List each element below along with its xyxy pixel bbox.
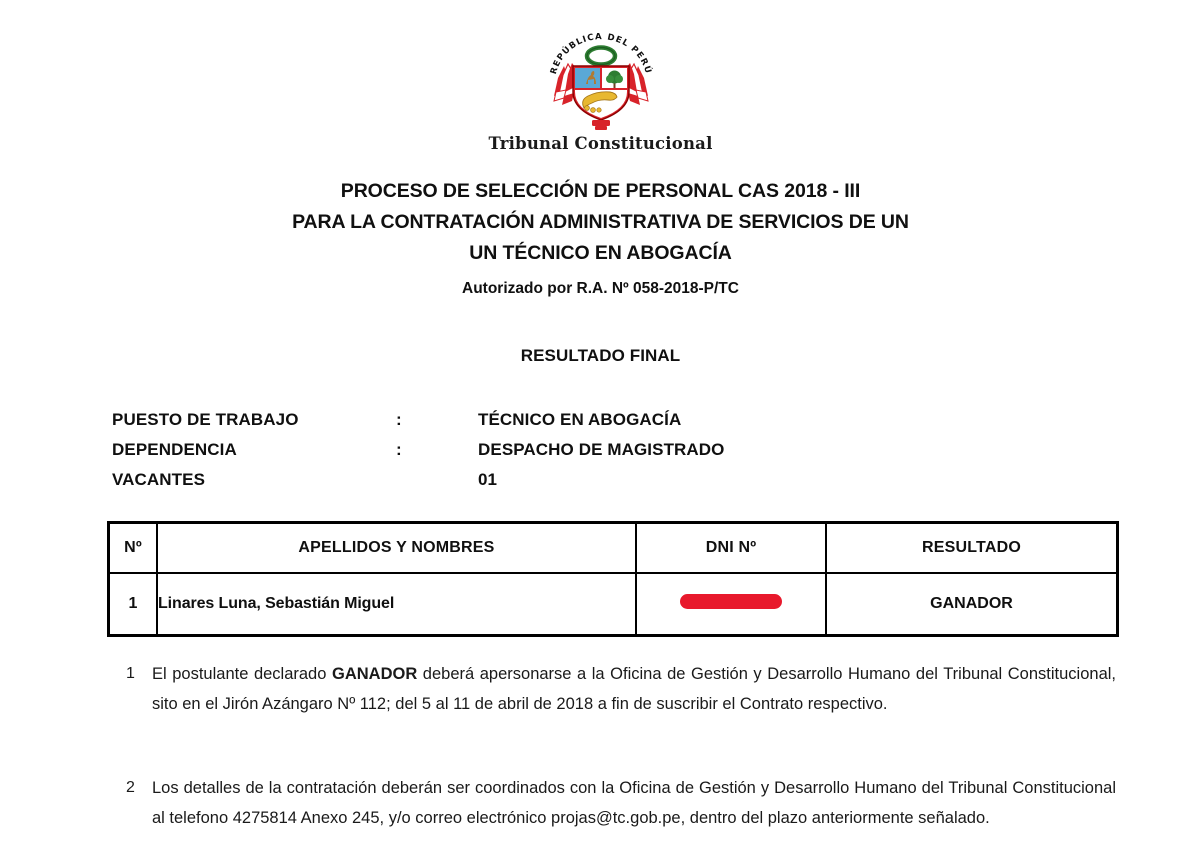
institution-name: Tribunal Constitucional bbox=[488, 134, 713, 153]
job-info-row-dependencia bbox=[112, 440, 1012, 470]
cell-dni bbox=[636, 573, 826, 636]
section-heading: RESULTADO FINAL bbox=[520, 346, 681, 365]
document-title-block bbox=[0, 176, 1201, 304]
dni-redaction-bar bbox=[680, 594, 782, 609]
footnote-text-after: deberá apersonarse a la Oficina de Gestión y Desarrollo Humano del Tribunal Constitucional, sito en el Jirón Azángaro Nº 112; del 5 al 11 de abril de 2018 a fin de suscribir el Contrato respectivo. bbox=[152, 665, 1116, 713]
footnotes-list bbox=[126, 659, 1116, 833]
table-header-row bbox=[109, 523, 1118, 574]
job-info-colon: : bbox=[396, 440, 402, 459]
emblem-block bbox=[0, 22, 1201, 153]
job-info-row-puesto bbox=[112, 410, 1012, 440]
results-table bbox=[107, 521, 1119, 637]
footnote-number: 2 bbox=[126, 779, 135, 796]
column-header-number: Nº bbox=[109, 523, 158, 574]
job-info-value: 01 bbox=[478, 470, 498, 489]
job-info-label: PUESTO DE TRABAJO bbox=[112, 410, 299, 429]
footnote-1 bbox=[126, 659, 1116, 719]
job-info-colon: : bbox=[396, 410, 402, 429]
column-header-dni: DNI Nº bbox=[636, 523, 826, 574]
job-info-label: DEPENDENCIA bbox=[112, 440, 237, 459]
column-header-result: RESULTADO bbox=[826, 523, 1118, 574]
job-info-label: VACANTES bbox=[112, 470, 206, 489]
peru-coat-of-arms-icon bbox=[542, 22, 660, 134]
cell-number: 1 bbox=[109, 573, 158, 636]
page-title-line-2: PARA LA CONTRATACIÓN ADMINISTRATIVA DE SERVICIOS DE UN bbox=[292, 211, 909, 233]
authorization-reference: Autorizado por R.A. Nº 058-2018-P/TC bbox=[462, 280, 739, 297]
cell-candidate-name: Linares Luna, Sebastián Miguel bbox=[157, 573, 636, 636]
footnote-2 bbox=[126, 773, 1116, 833]
page-title-line-3: UN TÉCNICO EN ABOGACÍA bbox=[469, 242, 732, 264]
footnote-number: 1 bbox=[126, 665, 135, 682]
svg-text:REPÚBLICA DEL PERÚ: REPÚBLICA DEL PERÚ bbox=[548, 32, 653, 76]
job-info-list bbox=[112, 410, 1012, 500]
job-info-row-vacantes bbox=[112, 470, 1012, 500]
footnote-text-before: El postulante declarado bbox=[152, 665, 332, 683]
page-title-line-1: PROCESO DE SELECCIÓN DE PERSONAL CAS 2018 - III bbox=[340, 180, 861, 202]
cell-result: GANADOR bbox=[826, 573, 1118, 636]
footnote-emphasis: GANADOR bbox=[331, 665, 418, 683]
footnote-text-before: Los detalles de la contratación deberán ser coordinados con la Oficina de Gestión y Desarrollo Humano del Tribunal Constitucional al telefono 4275814 Anexo 245, y/o correo electrónico projas@tc.gob.pe, dentro del plazo anteriormente señalado. bbox=[152, 779, 1116, 827]
job-info-value: TÉCNICO EN ABOGACÍA bbox=[478, 410, 682, 429]
column-header-names: APELLIDOS Y NOMBRES bbox=[157, 523, 636, 574]
table-row bbox=[109, 573, 1118, 636]
coat-of-arms-wrapper bbox=[0, 22, 1201, 134]
job-info-value: DESPACHO DE MAGISTRADO bbox=[478, 440, 725, 459]
